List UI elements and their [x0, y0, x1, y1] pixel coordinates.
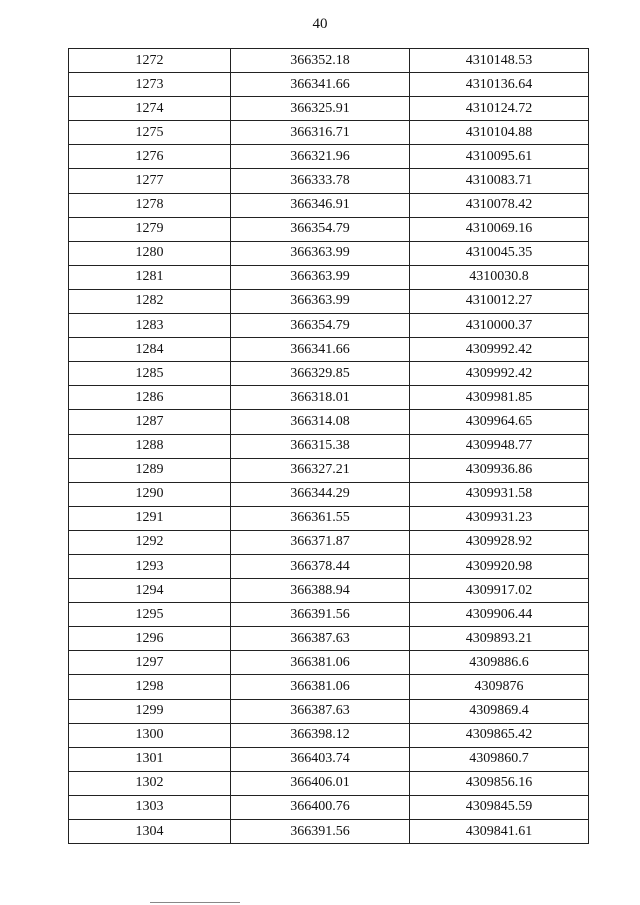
- x-coordinate-cell: 366398.12: [231, 723, 410, 747]
- y-coordinate-cell: 4310083.71: [410, 169, 589, 193]
- x-coordinate-cell: 366314.08: [231, 410, 410, 434]
- x-coordinate-cell: 366381.06: [231, 651, 410, 675]
- x-coordinate-cell: 366403.74: [231, 747, 410, 771]
- point-number-cell: 1299: [69, 699, 231, 723]
- point-number-cell: 1278: [69, 193, 231, 217]
- x-coordinate-cell: 366341.66: [231, 338, 410, 362]
- point-number-cell: 1286: [69, 386, 231, 410]
- y-coordinate-cell: 4309931.23: [410, 506, 589, 530]
- point-number-cell: 1276: [69, 145, 231, 169]
- table-row: [69, 73, 589, 97]
- y-coordinate-cell: 4309992.42: [410, 338, 589, 362]
- coordinates-table-body: [69, 49, 589, 844]
- table-row: [69, 265, 589, 289]
- y-coordinate-cell: 4309920.98: [410, 554, 589, 578]
- y-coordinate-cell: 4309893.21: [410, 627, 589, 651]
- point-number-cell: 1292: [69, 530, 231, 554]
- y-coordinate-cell: 4309845.59: [410, 795, 589, 819]
- x-coordinate-cell: 366381.06: [231, 675, 410, 699]
- x-coordinate-cell: 366363.99: [231, 289, 410, 313]
- x-coordinate-cell: 366391.56: [231, 820, 410, 844]
- point-number-cell: 1301: [69, 747, 231, 771]
- table-row: [69, 49, 589, 73]
- y-coordinate-cell: 4309906.44: [410, 603, 589, 627]
- x-coordinate-cell: 366333.78: [231, 169, 410, 193]
- x-coordinate-cell: 366361.55: [231, 506, 410, 530]
- table-row: [69, 506, 589, 530]
- table-row: [69, 795, 589, 819]
- x-coordinate-cell: 366378.44: [231, 554, 410, 578]
- x-coordinate-cell: 366406.01: [231, 771, 410, 795]
- table-row: [69, 820, 589, 844]
- y-coordinate-cell: 4310030.8: [410, 265, 589, 289]
- point-number-cell: 1290: [69, 482, 231, 506]
- y-coordinate-cell: 4309869.4: [410, 699, 589, 723]
- table-row: [69, 651, 589, 675]
- point-number-cell: 1275: [69, 121, 231, 145]
- table-row: [69, 747, 589, 771]
- y-coordinate-cell: 4309856.16: [410, 771, 589, 795]
- x-coordinate-cell: 366400.76: [231, 795, 410, 819]
- point-number-cell: 1280: [69, 241, 231, 265]
- point-number-cell: 1277: [69, 169, 231, 193]
- point-number-cell: 1295: [69, 603, 231, 627]
- y-coordinate-cell: 4309936.86: [410, 458, 589, 482]
- table-row: [69, 699, 589, 723]
- y-coordinate-cell: 4310078.42: [410, 193, 589, 217]
- x-coordinate-cell: 366371.87: [231, 530, 410, 554]
- y-coordinate-cell: 4309992.42: [410, 362, 589, 386]
- y-coordinate-cell: 4310095.61: [410, 145, 589, 169]
- point-number-cell: 1287: [69, 410, 231, 434]
- y-coordinate-cell: 4309981.85: [410, 386, 589, 410]
- table-row: [69, 241, 589, 265]
- x-coordinate-cell: 366316.71: [231, 121, 410, 145]
- table-row: [69, 554, 589, 578]
- y-coordinate-cell: 4310136.64: [410, 73, 589, 97]
- table-row: [69, 338, 589, 362]
- x-coordinate-cell: 366315.38: [231, 434, 410, 458]
- table-row: [69, 362, 589, 386]
- table-row: [69, 627, 589, 651]
- y-coordinate-cell: 4310045.35: [410, 241, 589, 265]
- table-row: [69, 482, 589, 506]
- point-number-cell: 1300: [69, 723, 231, 747]
- point-number-cell: 1294: [69, 579, 231, 603]
- x-coordinate-cell: 366354.79: [231, 217, 410, 241]
- x-coordinate-cell: 366325.91: [231, 97, 410, 121]
- point-number-cell: 1296: [69, 627, 231, 651]
- table-row: [69, 579, 589, 603]
- point-number-cell: 1291: [69, 506, 231, 530]
- table-row: [69, 169, 589, 193]
- y-coordinate-cell: 4310104.88: [410, 121, 589, 145]
- point-number-cell: 1288: [69, 434, 231, 458]
- point-number-cell: 1285: [69, 362, 231, 386]
- table-row: [69, 145, 589, 169]
- coordinates-table: [68, 48, 589, 844]
- scan-edge-mark: [150, 902, 240, 903]
- y-coordinate-cell: 4309917.02: [410, 579, 589, 603]
- x-coordinate-cell: 366388.94: [231, 579, 410, 603]
- point-number-cell: 1304: [69, 820, 231, 844]
- point-number-cell: 1289: [69, 458, 231, 482]
- x-coordinate-cell: 366387.63: [231, 699, 410, 723]
- point-number-cell: 1272: [69, 49, 231, 73]
- table-row: [69, 530, 589, 554]
- y-coordinate-cell: 4310124.72: [410, 97, 589, 121]
- table-row: [69, 723, 589, 747]
- point-number-cell: 1281: [69, 265, 231, 289]
- y-coordinate-cell: 4309860.7: [410, 747, 589, 771]
- y-coordinate-cell: 4310069.16: [410, 217, 589, 241]
- table-row: [69, 217, 589, 241]
- x-coordinate-cell: 366346.91: [231, 193, 410, 217]
- y-coordinate-cell: 4309865.42: [410, 723, 589, 747]
- x-coordinate-cell: 366321.96: [231, 145, 410, 169]
- y-coordinate-cell: 4309948.77: [410, 434, 589, 458]
- table-row: [69, 386, 589, 410]
- point-number-cell: 1298: [69, 675, 231, 699]
- table-row: [69, 121, 589, 145]
- x-coordinate-cell: 366352.18: [231, 49, 410, 73]
- point-number-cell: 1297: [69, 651, 231, 675]
- point-number-cell: 1282: [69, 289, 231, 313]
- x-coordinate-cell: 366354.79: [231, 314, 410, 338]
- x-coordinate-cell: 366329.85: [231, 362, 410, 386]
- y-coordinate-cell: 4309876: [410, 675, 589, 699]
- x-coordinate-cell: 366363.99: [231, 265, 410, 289]
- x-coordinate-cell: 366318.01: [231, 386, 410, 410]
- point-number-cell: 1273: [69, 73, 231, 97]
- point-number-cell: 1284: [69, 338, 231, 362]
- y-coordinate-cell: 4309928.92: [410, 530, 589, 554]
- table-row: [69, 603, 589, 627]
- point-number-cell: 1303: [69, 795, 231, 819]
- table-row: [69, 97, 589, 121]
- point-number-cell: 1302: [69, 771, 231, 795]
- y-coordinate-cell: 4309964.65: [410, 410, 589, 434]
- table-row: [69, 410, 589, 434]
- table-row: [69, 289, 589, 313]
- y-coordinate-cell: 4310148.53: [410, 49, 589, 73]
- x-coordinate-cell: 366341.66: [231, 73, 410, 97]
- table-row: [69, 434, 589, 458]
- y-coordinate-cell: 4310000.37: [410, 314, 589, 338]
- x-coordinate-cell: 366363.99: [231, 241, 410, 265]
- table-row: [69, 193, 589, 217]
- x-coordinate-cell: 366387.63: [231, 627, 410, 651]
- x-coordinate-cell: 366391.56: [231, 603, 410, 627]
- point-number-cell: 1293: [69, 554, 231, 578]
- table-row: [69, 458, 589, 482]
- table-row: [69, 675, 589, 699]
- y-coordinate-cell: 4309931.58: [410, 482, 589, 506]
- x-coordinate-cell: 366327.21: [231, 458, 410, 482]
- table-row: [69, 314, 589, 338]
- point-number-cell: 1279: [69, 217, 231, 241]
- table-row: [69, 771, 589, 795]
- x-coordinate-cell: 366344.29: [231, 482, 410, 506]
- point-number-cell: 1283: [69, 314, 231, 338]
- point-number-cell: 1274: [69, 97, 231, 121]
- y-coordinate-cell: 4310012.27: [410, 289, 589, 313]
- y-coordinate-cell: 4309841.61: [410, 820, 589, 844]
- page-number: 40: [312, 16, 328, 32]
- y-coordinate-cell: 4309886.6: [410, 651, 589, 675]
